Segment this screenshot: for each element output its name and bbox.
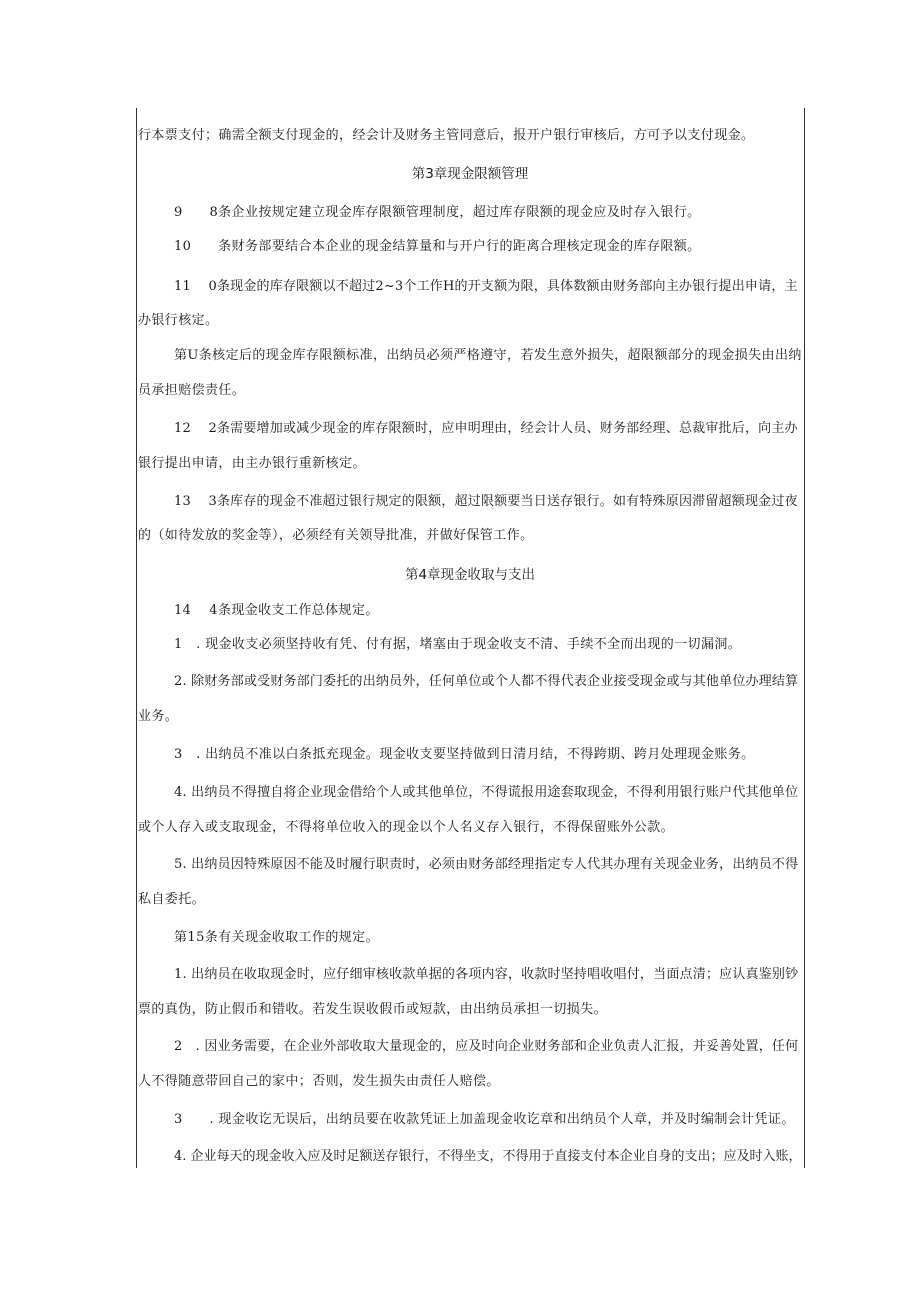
paragraph-line: 1. 出纳员在收取现金时，应仔细审核收款单据的各项内容，收款时坚持唱收唱付，当面点清；应认真鉴别钞 bbox=[174, 967, 799, 982]
paragraph-line: 办银行核定。 bbox=[138, 313, 219, 328]
paragraph-line: 行本票支付；确需全额支付现金的，经会计及财务主管同意后，报开户银行审核后，方可予以支付现金。 bbox=[138, 128, 755, 143]
paragraph-line: 3 . 出纳员不准以白条抵充现金。现金收支要坚持做到日清月结，不得跨期、跨月处理现金账务。 bbox=[174, 747, 755, 762]
paragraph-line: 业务。 bbox=[138, 709, 179, 724]
chapter-heading: 第3章现金限额管理 bbox=[411, 166, 529, 182]
paragraph-line: 2. 除财务部或受财务部门委托的出纳员外，任何单位或个人都不得代表企业接受现金或与其他单位办理结算 bbox=[174, 674, 799, 689]
paragraph-line: 10 条财务部要结合本企业的现金结算量和与开户行的距离合理核定现金的库存限额。 bbox=[174, 239, 701, 254]
paragraph-line: 5. 出纳员因特殊原因不能及时履行职责时，必须由财务部经理指定专人代其办理有关现金业务，出纳员不得 bbox=[174, 857, 799, 872]
paragraph-line: 第15条有关现金收取工作的规定。 bbox=[174, 930, 379, 945]
paragraph-line: 票的真伪，防止假币和错收。若发生误收假币或短款，由出纳员承担一切损失。 bbox=[138, 1002, 608, 1017]
paragraph-line: 12 2条需要增加或减少现金的库存限额时，应申明理由，经会计人员、财务部经理、总裁审批后，向主办 bbox=[174, 421, 798, 436]
paragraph-line: 私自委托。 bbox=[138, 892, 206, 907]
table-border-left bbox=[136, 108, 137, 1168]
paragraph-line: 2 . 因业务需要，在企业外部收取大量现金的，应及时向企业财务部和企业负责人汇报，并妥善处置，任何 bbox=[174, 1039, 799, 1054]
paragraph-line: 银行提出申请，由主办银行重新核定。 bbox=[138, 456, 366, 471]
table-border-right bbox=[804, 108, 805, 1168]
paragraph-line: 3 . 现金收讫无误后，出纳员要在收款凭证上加盖现金收讫章和出纳员个人章，并及时编制会计凭证。 bbox=[174, 1112, 795, 1127]
paragraph-line: 员承担赔偿责任。 bbox=[138, 383, 246, 398]
paragraph-line: 11 0条现金的库存限额以不超过2~3个工作H的开支额为限，具体数额由财务部向主办银行提出申请，主 bbox=[174, 279, 798, 294]
chapter-heading: 第4章现金收取与支出 bbox=[404, 567, 536, 583]
paragraph-line: 4. 企业每天的现金收入应及时足额送存银行，不得坐支，不得用于直接支付本企业自身的支出；应及时入账， bbox=[174, 1149, 802, 1164]
paragraph-line: 9 8条企业按规定建立现金库存限额管理制度，超过库存限额的现金应及时存入银行。 bbox=[174, 205, 701, 220]
paragraph-line: 人不得随意带回自己的家中；否则，发生损失由责任人赔偿。 bbox=[138, 1074, 500, 1089]
paragraph-line: 4. 出纳员不得擅自将企业现金借给个人或其他单位，不得谎报用途套取现金，不得利用银行账户代其他单位 bbox=[174, 785, 799, 800]
paragraph-line: 14 4条现金收支工作总体规定。 bbox=[174, 603, 379, 618]
paragraph-line: 或个人存入或支取现金，不得将单位收入的现金以个人名义存入银行，不得保留账外公款。 bbox=[138, 820, 675, 835]
paragraph-line: 的（如待发放的奖金等），必须经有关领导批准，并做好保管工作。 bbox=[138, 528, 534, 543]
paragraph-line: 13 3条库存的现金不准超过银行规定的限额，超过限额要当日送存银行。如有特殊原因滞留超额现金过夜 bbox=[174, 494, 798, 509]
paragraph-line: 第U条核定后的现金库存限额标准，出纳员必须严格遵守，若发生意外损失，超限额部分的现金损失由出纳 bbox=[174, 348, 802, 363]
paragraph-line: 1 . 现金收支必须坚持收有凭、付有据，堵塞由于现金收支不清、手续不全而出现的一切漏洞。 bbox=[174, 637, 742, 652]
